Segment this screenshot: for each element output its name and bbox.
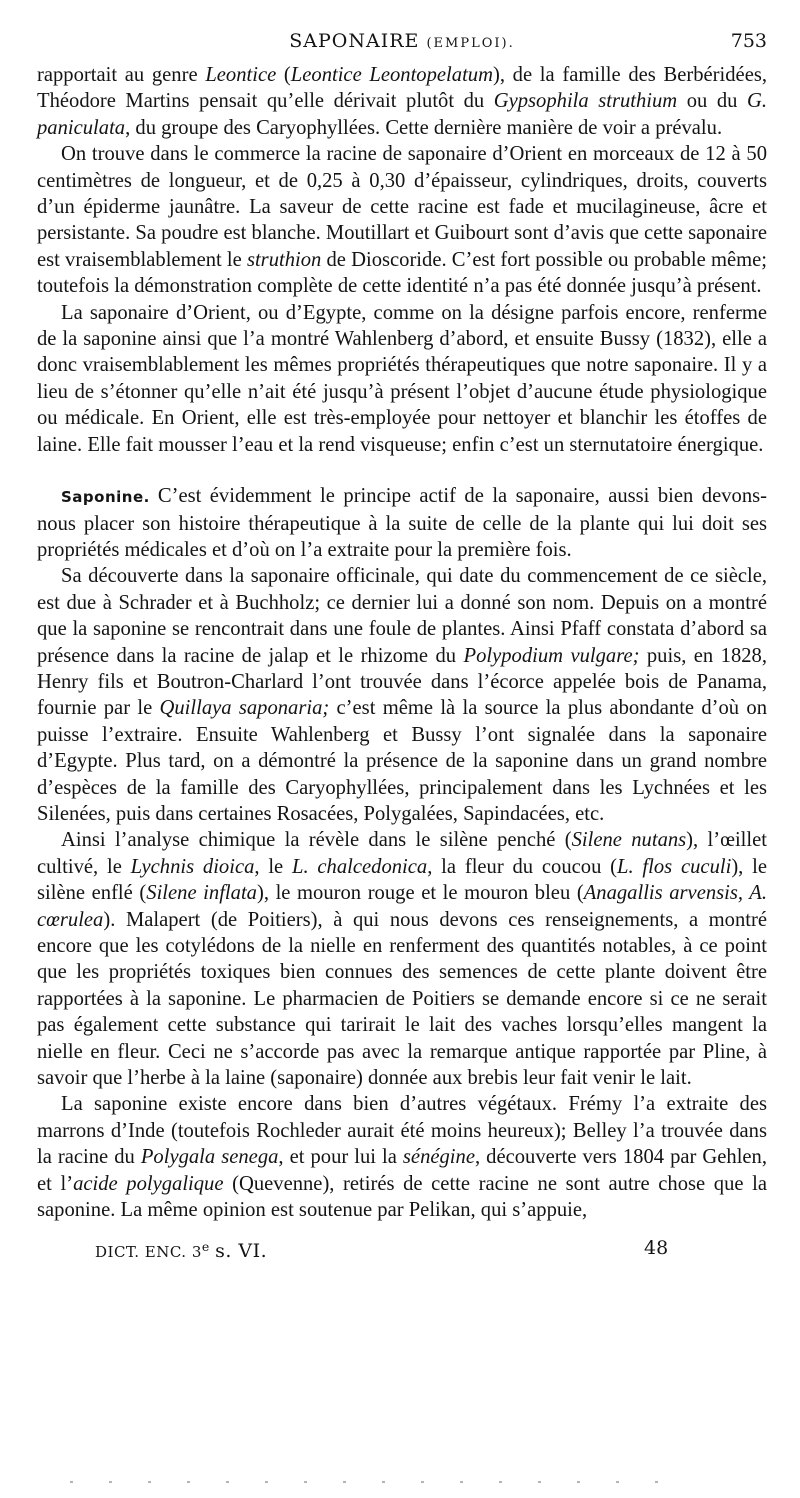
italic-run: G. paniculata [37, 90, 767, 139]
text-run: ), le silène enflé ( [37, 855, 767, 905]
text-run: C’est évidemment le principe actif de la saponaire, aussi bien devons-nous placer son histoire thérapeutique à la suite de celle de la plante qui lui doit ses propriétés médicales et d’où on l’a extraite pour la première fois. [37, 485, 767, 561]
italic-run: Silene inflata [146, 882, 257, 905]
speck [148, 1481, 151, 1483]
text-run: , la fleur du coucou ( [427, 855, 618, 878]
speck [616, 1481, 619, 1483]
text-run: ). Malapert (de Poitiers), à qui nous devons ces renseignements, a montré encore que les cotylédons de la nielle en renferment des quantités notables, à ce point que les propriétés toxiques bien connues des semences de cette plante doivent être rapportées à la saponine. Le pharmacien de Poitiers se demande encore si ce ne serait pas également cette substance qui tarirait le lait des vaches lorsqu’elles mangent la nielle en fleur. Ceci ne s’accorde pas avec la remarque antique rapportée par Pline, à savoir que l’herbe à la laine (saponaire) donnée aux brebis leur fait venir le lait. [37, 908, 767, 1090]
section-heading: Saponine. [61, 488, 150, 507]
text-run: ), le mouron rouge et le mouron bleu ( [256, 882, 584, 905]
text-run: , du groupe des Caryophyllées. Cette dernière manière de voir a prévalu. [125, 116, 723, 139]
speck [343, 1481, 346, 1483]
speck [70, 1481, 73, 1483]
page-body [37, 62, 767, 1223]
text-run: rapportait au genre [37, 64, 206, 86]
paragraph-5 [37, 563, 767, 827]
text-run: ou du [677, 90, 747, 113]
text-run: c’est même là la source la plus abondante d’où on puisse l’extraire. Ensuite Wahlenberg et Bussy l’ont signalée dans la saponaire d’Egypte. Plus tard, on a démontré la présence de la saponine dans un grand nombre d’espèces de la famille des Caryophyllées, principalement dans les Lychnées et les Silenées, puis dans certaines Rosacées, Polygalées, Sapindacées, etc. [37, 697, 767, 825]
paragraph-6 [37, 827, 767, 1091]
signature-series: s. VI. [215, 1240, 268, 1263]
speck [226, 1481, 229, 1483]
italic-run: L. chalcedonica [292, 855, 428, 878]
text-run: , et pour lui la [278, 1146, 403, 1169]
italic-run: Lychnis dioica [130, 855, 255, 878]
speck [538, 1481, 541, 1483]
bleed-through-specks [70, 1468, 730, 1474]
paragraph-3: La saponaire d’Orient, ou d’Egypte, comme on la désigne parfois encore, renferme de la saponine ainsi que l’a montré Wahlenberg d’abord, et ensuite Bussy (1832), elle a donc vraisemblablement les mêmes propriétés thérapeutiques que notre saponaire. Il y a lieu de s’étonner qu’elle n’ait été jusqu’à présent l’objet d’aucune étude physiologique ou médicale. En Orient, elle est très-employée pour nettoyer et blanchir les étoffes de laine. Elle fait mousser l’eau et la rend visqueuse; enfin c’est un sternutatoire énergique. [37, 301, 767, 456]
italic-run: Polypodium vulgare; [463, 644, 640, 667]
italic-run: acide polygalique [73, 1172, 224, 1195]
speck [460, 1481, 463, 1483]
italic-run: Gypsophila struthium [493, 90, 678, 113]
book-page [37, 30, 767, 1267]
speck [577, 1481, 580, 1483]
running-title [37, 30, 767, 52]
italic-run: Leontice [205, 64, 277, 86]
running-title-qualifier: (EMPLOI). [426, 36, 515, 51]
text-run: ( [276, 64, 291, 86]
speck [187, 1481, 190, 1483]
speck [499, 1481, 502, 1483]
running-header [37, 30, 767, 62]
page-number: 753 [730, 30, 767, 52]
speck [655, 1481, 658, 1483]
italic-run: Anagallis arvensis, A. cœrulea [37, 882, 767, 931]
sheet-number: 48 [644, 1237, 669, 1260]
signature-sup: e [201, 1239, 210, 1255]
italic-run: struthion [246, 248, 322, 271]
running-title-main: SAPONAIRE [289, 30, 420, 52]
speck [265, 1481, 268, 1483]
text-run: (Quevenne), retirés de cette racine ne sont autre chose que la saponine. La même opinion est soutenue par Pelikan, qui s’appuie, [37, 1172, 767, 1222]
italic-run: Polygala senega [140, 1146, 279, 1169]
italic-run: sénégine [402, 1146, 475, 1169]
text-run: , découverte vers 1804 par Gehlen, et l’ [37, 1146, 768, 1195]
paragraph-1 [37, 62, 767, 141]
text-run: ), l’œillet cultivé, le [37, 829, 767, 878]
text-run: de Dioscoride. C’est fort possible ou probable même; toutefois la démonstration complète de cette identité n’a pas été donnée jusqu’à présent. [37, 248, 767, 298]
paragraph-saponine [37, 483, 767, 563]
text-run: Sa découverte dans la saponaire officinale, qui date du commencement de ce siècle, est due à Schrader et à Buchholz; ce dernier lui a donné son nom. Depuis on a montré que la saponine se rencontrait dans une foule de plantes. Ainsi Pfaff constata d’abord sa présence dans la racine de jalap et le rhizome du [37, 565, 767, 667]
text-run: La saponine existe encore dans bien d’autres végétaux. Frémy l’a extraite des marrons d’Inde (toutefois Rochleder aurait été moins heureux); Belley l’a trouvée dans la racine du [37, 1093, 767, 1169]
speck [421, 1481, 424, 1483]
text-run: ), de la famille des Berbéridées, Théodore Martins pensait qu’elle dérivait plutôt du [37, 64, 768, 113]
speck [382, 1481, 385, 1483]
paragraph-7 [37, 1091, 767, 1223]
text-run: On trouve dans le commerce la racine de saponaire d’Orient en morceaux de 12 à 50 centimètres de longueur, et de 0,25 à 0,30 d’épaisseur, cylindriques, droits, couverts d’un épiderme jaunâtre. La saveur de cette racine est fade et mucilagineuse, âcre et persistante. Sa poudre est blanche. Moutillart et Guibourt sont d’avis que cette saponaire est vraisemblablement le [37, 143, 767, 271]
speck [304, 1481, 307, 1483]
italic-run: Silene nutans [571, 829, 687, 852]
speck [109, 1481, 112, 1483]
italic-run: Quillaya saponaria; [159, 697, 330, 720]
italic-run: L. flos cuculi [617, 855, 732, 878]
paragraph-2 [37, 141, 767, 299]
page-footer [37, 1237, 767, 1267]
signature-text: DICT. ENC. 3 [95, 1243, 202, 1262]
text-run: puis, en 1828, Henry fils et Boutron-Charlard l’ont trouvée dans l’écorce appelée bois de Panama, fournie par le [37, 644, 767, 720]
italic-run: Leontice Leontopelatum [290, 64, 493, 86]
text-run: , le [254, 855, 293, 878]
signature-mark [95, 1239, 267, 1262]
text-run: Ainsi l’analyse chimique la révèle dans le silène penché ( [61, 829, 572, 852]
